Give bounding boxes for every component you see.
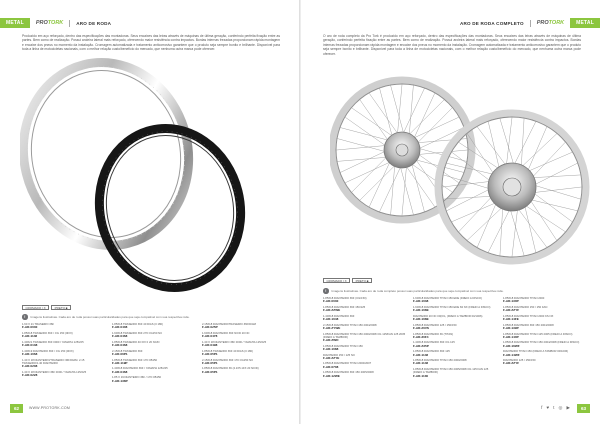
product-code: F-AR-0408 [112, 325, 128, 330]
product-description: 1.40X18 DIANTEIRO 36F CG 125 [413, 341, 455, 345]
product-item [112, 376, 192, 383]
product-code: F-AR-1148 [413, 361, 429, 366]
product-description: 1.85X18 DIANTEIRO 36F (CG/150) [323, 297, 367, 300]
product-item [503, 333, 587, 340]
product-description: 1.85X18 DIANTEIRO 36F 125 [413, 350, 450, 354]
product-code: F-AR-Z35P [413, 343, 429, 348]
product-code: F-AR-1068 [22, 351, 38, 356]
product-item [503, 297, 587, 304]
intro-text-right: O aro de roda completo da Pro Tork é produzido em aço reforçado, dentro das especificações das montadoras. Seus encaixes das leiras através de máquinas de última geração, conferindo perfeita fixação entre as partes. Bem como de realização. Possui aroleira lateral mais reforçado, oferecendo maior resistência contra impactos. Bordas internas frezadas proporcionam rápida montagem e encaixe dos pneus no momento da instalação. Cromagem automatizada e tratamento anticorrosivo garantem que o produto seja sempre bonito e brilhante. Disponível para toda a linha de motocicletas nacionais, com o melhor relação custo/benefício do mercado, que nenhuma outra marca pode oferecer. [323, 34, 581, 56]
product-code: F-AR-0498 [202, 342, 218, 347]
product-description: 1.85X18 DIANTEIRO TITAN 2000 [503, 297, 545, 300]
product-code: F-AR-025P [202, 325, 218, 330]
product-column [503, 297, 587, 380]
product-description: 1.85X18 TRASEIRO 36F / CG 150 (0FIX) [22, 331, 73, 335]
product-item [202, 323, 282, 330]
finish-tag-black: PRETO ■ [352, 278, 372, 283]
website-url[interactable]: WWW.PROTORK.COM [29, 406, 71, 410]
left-page-header [0, 18, 117, 28]
product-code: F-AR-108E [413, 316, 429, 321]
product-item [202, 367, 282, 374]
product-item [503, 341, 587, 348]
product-item [323, 354, 407, 361]
product-code: F-AR-1148 [413, 352, 429, 357]
product-column [323, 297, 407, 380]
product-item [413, 306, 497, 313]
product-code: F-AR-05P1 [202, 351, 218, 356]
product-item [22, 332, 102, 339]
product-description: 1.60X18 DIANTEIRO TITAN 150 EDE 84 NX (FREIO A DISCO) [413, 305, 491, 309]
product-item [22, 341, 102, 348]
product-description: 1.85X18 DIANTEIRO TITAN 150 2000/2008 [413, 359, 467, 363]
header-divider [69, 20, 70, 27]
product-description: DIANTEIRO 20 NC 00(CG, (FREIO A TAMBOR 00/1006) [413, 314, 483, 318]
product-code: F-AR-1088 [323, 346, 339, 351]
rims-image [20, 58, 260, 298]
product-description: 1.85X18 DIANTEIRO TITAN 150 2005/2008 CG 125 FAN 125 (FREIO A TAMBOR) [413, 368, 489, 375]
finish-tags-left [22, 305, 71, 310]
product-item [22, 350, 102, 357]
product-column [112, 323, 192, 385]
product-item [22, 359, 102, 369]
product-description: 1.85 X 19 DIANTEIRO 36F / 170 CB150 [112, 376, 162, 380]
product-item [202, 341, 282, 348]
product-description: 2.15X18 DIANTEIRO 36F 170 CG150 NC [202, 358, 254, 362]
product-item [503, 306, 587, 313]
product-column [413, 297, 497, 380]
product-item [413, 333, 497, 340]
product-description: DIANTEIRO 125 / 150/150 [503, 359, 536, 363]
product-description: 1.40 X 18 DIANTEIRO 36F 0000 / YAMAHA 125/225 [22, 370, 87, 374]
product-description: DIANTEIRO 150 / 125 NC [323, 353, 355, 357]
product-description: 1.40X19 DIANTEIRO 36F / CG 150 (0FIX) [22, 349, 74, 353]
product-description: 1.60X18 DIANTEIRO 36F NC/D 20 NC [202, 331, 250, 335]
finish-tag-black: PRETO ■ [51, 305, 71, 310]
page-fold [299, 0, 301, 424]
product-item [503, 350, 587, 357]
product-item [503, 324, 587, 331]
social-links [541, 405, 570, 411]
product-column [22, 323, 102, 385]
product-description: 1.85X18 DIANTEIRO 36F 150 2004/2008 [503, 323, 554, 327]
product-item [112, 341, 192, 348]
product-item [112, 367, 192, 374]
product-description: 1.85X18 DIANTEIRO TITAN 150 2004/2008 (FREIO A DISCO) [503, 341, 580, 345]
product-description: 2.15X18 DIANTEIRO TITAN 150 2004/2008 [323, 323, 377, 327]
product-description: DIANTEIRO TITAN 150 (FREIO A TAMBOR 00/1006) [503, 350, 569, 354]
product-code: F-AR-14WF [503, 352, 520, 357]
product-code: F-AR-ZZYE [323, 355, 340, 360]
product-code: F-AR-0468 [112, 342, 128, 347]
product-code: F-AR-119P [112, 360, 128, 365]
product-item [323, 324, 407, 331]
product-item [112, 332, 192, 339]
product-code: F-AR-05P1 [202, 369, 218, 374]
product-description: 1.85X18 DIANTEIRO 36 (4.1X5.1FX 20 NC/D) [202, 367, 259, 371]
product-item [323, 345, 407, 352]
category-tab-left: METAL [0, 18, 30, 28]
product-code: F-AR-05P1 [202, 360, 218, 365]
finish-tags-right [323, 278, 372, 283]
product-code: F-AR-108E [413, 308, 429, 313]
product-description: 1.85X18 TRASEIRO 36F 170 CB150 [112, 358, 158, 362]
product-code: F-AR-14FE [503, 316, 519, 321]
product-code: F-AR-1048 [323, 316, 339, 321]
product-item [323, 297, 407, 304]
product-item [413, 297, 497, 304]
product-description: 1.85X18 DIANTEIRO TITAN 2000 KS NX [503, 314, 554, 318]
product-description: 1.85X18 TRASEIRO 36F 40 DIAS (0 180) [112, 323, 164, 326]
product-item [413, 324, 497, 331]
product-description: 1.85X18 DIANTEIRO TITAN 2000/2007 [323, 362, 372, 366]
product-item [323, 333, 407, 343]
product-item [22, 371, 102, 378]
product-code: F-AR-0478 [202, 334, 218, 339]
section-title-right: ARO DE RODA COMPLETO [460, 20, 524, 26]
product-code: F-AR-0708 [323, 364, 339, 369]
product-item [503, 359, 587, 366]
page-number-right: 63 [577, 404, 590, 413]
product-code: F-AR-30F4 [413, 334, 429, 339]
product-description: 1.85X18 DIANTEIRO TITAN 150 [323, 344, 363, 348]
section-title-left: ARO DE RODA [76, 20, 112, 26]
product-item [202, 359, 282, 366]
product-description: 1.85X18 DIANTEIRO 125 / 150/150 [413, 323, 457, 327]
product-description: 1.85X18 DIANTEIRO 36F 150 2005/2008 [323, 371, 374, 375]
product-code: F-AR-0030 [323, 299, 339, 304]
product-description: 1.60 X 21 TRASEIRO 36F [22, 323, 55, 326]
product-description: 1.40X18 DIANTEIRO 36F [323, 314, 355, 318]
product-item [202, 332, 282, 339]
product-code: F-AR-ZWD [323, 337, 339, 342]
finish-tag-chrome: CROMADO / X [323, 278, 350, 283]
disclaimer-right: ! Imagens ilustrativas. Cada aro de roda completo possui suas particularidades para que seja compatível com sua respectiva roda. [323, 288, 503, 294]
product-code: F-AR-0208 [22, 363, 38, 368]
product-description: 1.85X18 DIANTEIRO 150 / 150 FAN [503, 305, 548, 309]
product-code: F-AR-ZZWE [323, 308, 341, 313]
product-item [323, 371, 407, 378]
product-code: F-AR-12WE [323, 373, 340, 378]
product-code: F-AR-ZZYF [503, 361, 520, 366]
black-rim [83, 113, 258, 298]
product-column [202, 323, 282, 385]
product-code: F-AR-ZZYF [503, 308, 520, 313]
product-code: F-AR-140P [503, 334, 519, 339]
product-description: 2.15X18 DIANTEIRO/TRASEIRO 36F/DIAM [202, 323, 256, 326]
right-page-header [454, 18, 600, 28]
complete-wheels-image [330, 55, 590, 275]
product-description: 1.85X18 TRASEIRO 36F 40 DIAS (0 180) [202, 349, 254, 353]
finish-tag-chrome: CROMADO / X [22, 305, 49, 310]
product-description: 1.85X18 DIANTEIRO TITAN 150 2000/2008 CG 125/FAN 125 2005 (FREIO A TAMBOR) [323, 332, 406, 339]
intro-text-left: Produzido em aço reforçado, dentro das especificações das montadoras. Seus encaixes das leiras através de máquinas de última geração, conferindo perfeita fixação entre as partes. Bem como de realização. Possui aroleira lateral mais reforçado, oferecendo maior resistência contra impactos. Bordas internas frezadas proporcionam rápida montagem e encaixe dos pneus no momento da instalação. Cromagem automatizada e tratamento anticorrosivo garantem que o produto seja sempre bonito e brilhante. Disponível para toda a linha de motocicletas nacionais, com o melhor relação custo/benefício do mercado, que nenhuma outra marca pode oferecer. [22, 34, 281, 52]
product-item [413, 315, 497, 322]
product-item [413, 359, 497, 366]
product-item [323, 362, 407, 369]
product-code: F-AR-20VS [413, 325, 429, 330]
product-code: F-AR-1038 [413, 299, 429, 304]
product-code: F-AR-0138 [22, 342, 38, 347]
product-description: 1.60X18 DIANTEIRO TITAN 150 EDE (FREIO A DISCO) [413, 297, 482, 300]
product-item [413, 350, 497, 357]
product-code: F-AR-06P1 [112, 351, 128, 356]
product-item [112, 323, 192, 330]
product-code: F-AR-139P [503, 325, 519, 330]
product-description: 1.85X18 DIANTEIRO 36 (TITAN) [413, 332, 454, 336]
product-item [323, 315, 407, 322]
product-code: F-AR-1130 [413, 373, 429, 378]
facebook-icon[interactable]: f [541, 405, 543, 410]
product-description: 1.85X18 DIANTEIRO TITAN 125 2005 (FREIO A DISCO) [503, 332, 573, 336]
product-code: F-AR-ZYWE [323, 325, 341, 330]
twitter-icon[interactable]: t [553, 405, 555, 410]
brand-logo-left: PROTORK [35, 20, 64, 26]
product-list-left [22, 323, 282, 385]
product-item [202, 350, 282, 357]
product-description: 1.85X18 TRASEIRO 40 FIX 0 20 NC/D [112, 340, 160, 344]
product-description: 2.15X18 TRASEIRO 36F [112, 349, 143, 353]
product-code: F-AR-16WF [503, 343, 520, 348]
product-item [323, 306, 407, 313]
product-code: F-AR-0228 [22, 372, 38, 377]
category-tab-right: METAL [570, 18, 600, 28]
product-code: F-AR-0468 [112, 369, 128, 374]
product-code: F-AR-1148 [22, 334, 38, 339]
product-code: F-AR-0030 [22, 325, 38, 330]
product-item [503, 315, 587, 322]
header-divider [530, 20, 531, 27]
product-code: F-AR-0468 [112, 334, 128, 339]
product-description: 1.85X18 DIANTEIRO 36F 150/125 [323, 305, 366, 309]
product-description: 1.40 X 18 DIANTEIRO 36F 0000 / YAMAHA 125/225 [202, 340, 267, 344]
product-item [413, 368, 497, 378]
product-code: F-AR-130P [503, 299, 519, 304]
product-description: 1.40 X 18 DIANTEIRO/TRASEIRO 36F/DIAM. 2.15 TRASEIRO/1.40 DIANTEIRO [22, 358, 85, 365]
youtube-icon[interactable]: ▶ [566, 405, 570, 410]
instagram-icon[interactable]: ◎ [558, 405, 563, 410]
info-icon: ! [22, 314, 28, 320]
product-list-right [323, 297, 587, 380]
product-item [22, 323, 102, 330]
product-item [413, 341, 497, 348]
disclaimer-left: ! Imagens ilustrativas. Cada aro de roda possui suas particularidades para que seja compatível com sua respectiva roda. [22, 314, 189, 320]
product-description: 1.60X18 TRASEIRO 36F 270 CG150 NC [112, 331, 163, 335]
product-description: 1.40X21 TRASEIRO 36F 0000 / YAMAHA 125/225 [22, 340, 84, 344]
heart-icon[interactable]: ♥ [546, 405, 550, 410]
info-icon: ! [323, 288, 329, 294]
product-item [112, 350, 192, 357]
product-code: F-AR-138P [112, 378, 128, 383]
page-number-left: 62 [10, 404, 23, 413]
brand-logo-right: PROTORK [536, 20, 565, 26]
product-description: 1.40X18 DIANTEIRO 36F / YAMAHA 125/225 [112, 367, 168, 371]
product-item [112, 359, 192, 366]
